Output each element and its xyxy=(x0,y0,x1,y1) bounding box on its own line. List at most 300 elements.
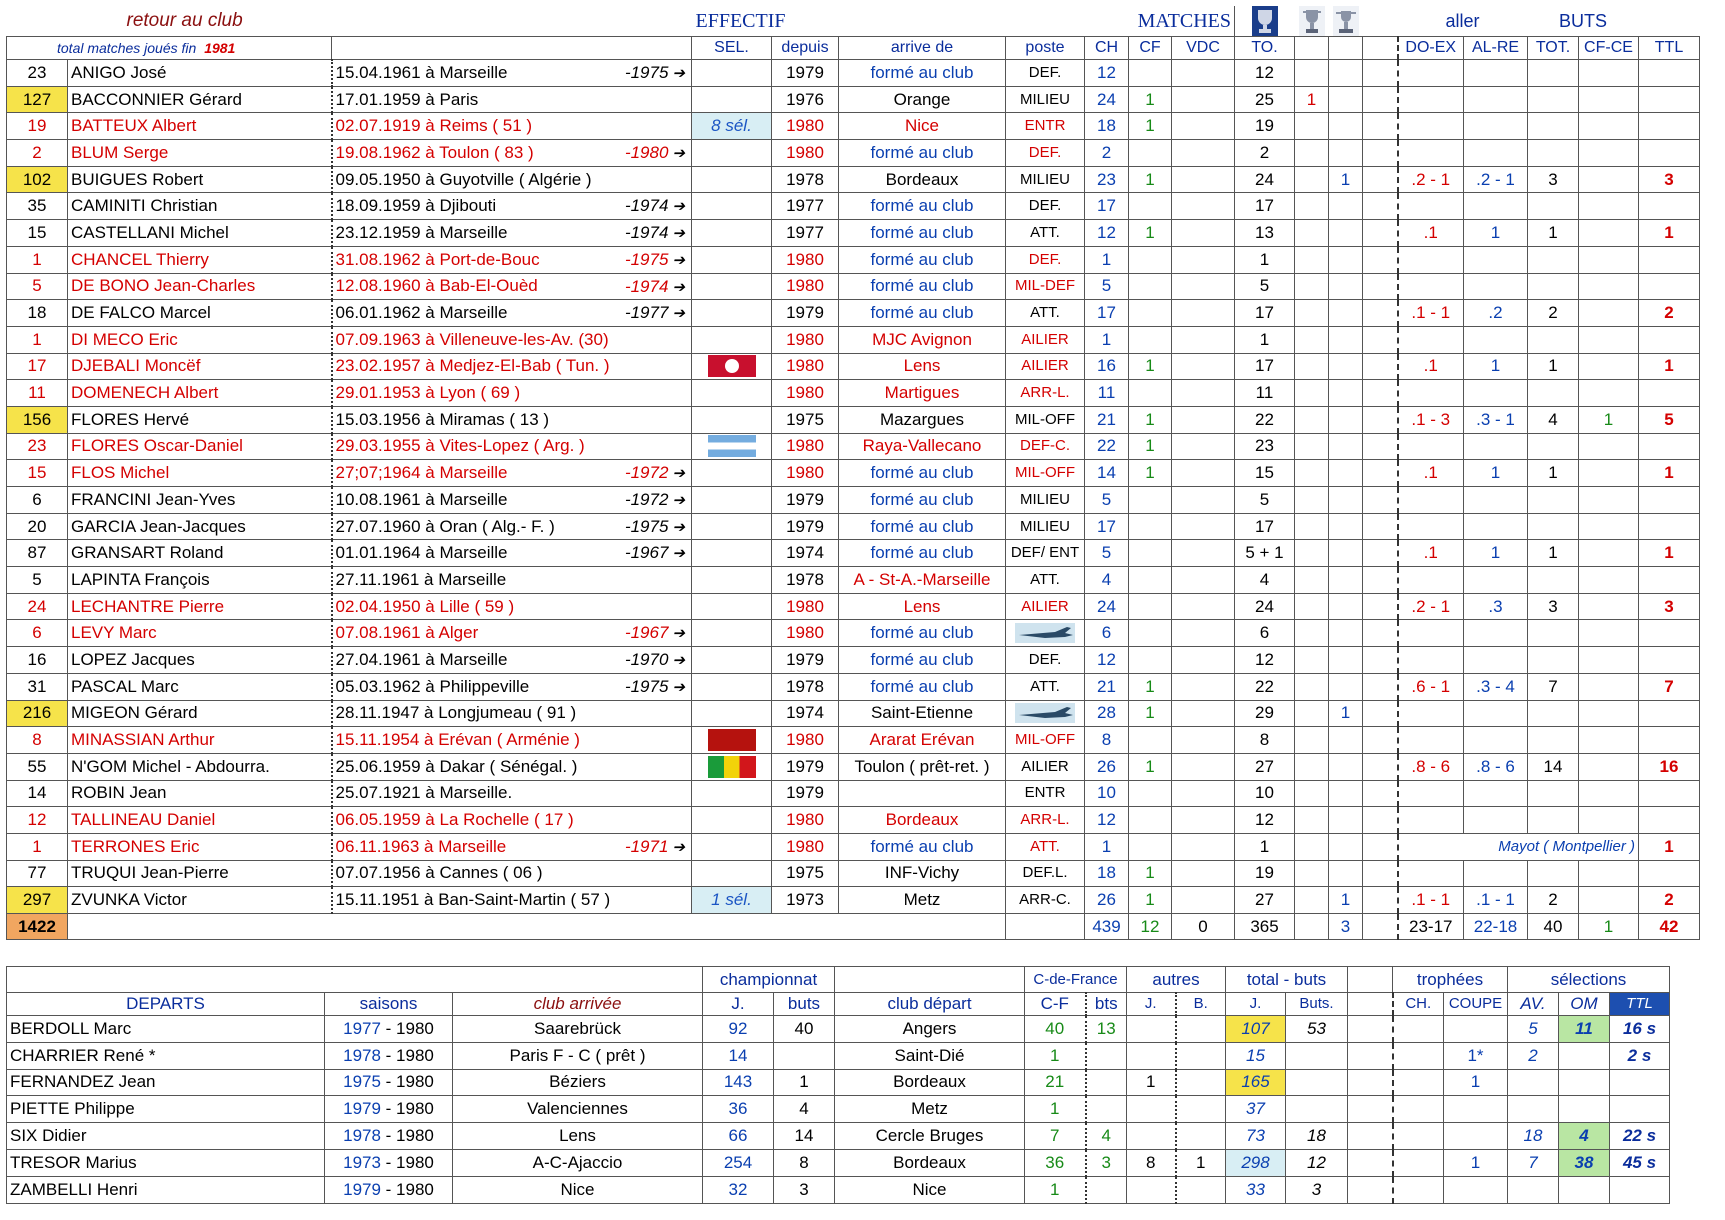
col-sel: SEL. xyxy=(692,37,772,60)
trophy-icon xyxy=(1252,6,1278,36)
since-year: 1980 xyxy=(772,593,839,620)
goals-cf-ce xyxy=(1579,460,1639,487)
goals-al-re: .3 - 1 xyxy=(1464,406,1528,433)
table-row xyxy=(7,833,1700,860)
position: DEF. xyxy=(1006,246,1085,273)
cf-matches: 1 xyxy=(1025,1176,1086,1203)
trophy-3 xyxy=(1363,113,1398,140)
player-name: FLOS Michel xyxy=(68,460,332,487)
arrived-from: Bordeaux xyxy=(839,807,1006,834)
seasons: 1978 - 1980 xyxy=(325,1123,453,1150)
vdc-matches xyxy=(1172,727,1235,754)
goals-ttl: 7 xyxy=(1639,673,1700,700)
goals-al-re xyxy=(1464,647,1528,674)
ch-matches: 21 xyxy=(1085,406,1129,433)
goals-al-re: .1 - 1 xyxy=(1464,887,1528,914)
goals-cf-ce xyxy=(1579,513,1639,540)
cf-goals xyxy=(1086,1069,1127,1096)
group-trophees: trophées xyxy=(1393,967,1508,993)
goals-cf-ce xyxy=(1579,220,1639,247)
to-matches: 13 xyxy=(1235,220,1295,247)
position xyxy=(1006,700,1085,727)
goals-do-ex xyxy=(1398,647,1464,674)
goals-cf-ce xyxy=(1579,487,1639,514)
matches-total: 12 xyxy=(7,807,68,834)
goals-ttl: 16 xyxy=(1639,753,1700,780)
position: AILIER xyxy=(1006,353,1085,380)
goals-tot xyxy=(1528,86,1579,113)
position: DEF-C. xyxy=(1006,433,1085,460)
trophy-1 xyxy=(1295,753,1329,780)
arrow-right-icon: ➔ xyxy=(672,198,685,216)
goals-do-ex: .2 - 1 xyxy=(1398,166,1464,193)
position: MIL-OFF xyxy=(1006,727,1085,754)
table-row xyxy=(7,273,1700,300)
arrived-from: formé au club xyxy=(839,620,1006,647)
goals-ttl xyxy=(1639,140,1700,167)
matches-total: 55 xyxy=(7,753,68,780)
goals-ttl xyxy=(1639,113,1700,140)
birth-info: 07.09.1963 à Villeneuve-les-Av. (30) xyxy=(332,326,692,353)
goals-ttl: 1 xyxy=(1639,833,1700,860)
player-name: FERNANDEZ Jean xyxy=(7,1069,325,1096)
birth-info: 25.07.1921 à Marseille. xyxy=(332,780,692,807)
trophy-2 xyxy=(1329,406,1363,433)
trophy-1 xyxy=(1295,673,1329,700)
since-year: 1979 xyxy=(772,487,839,514)
goals-tot xyxy=(1528,433,1579,460)
cf-goals xyxy=(1086,1042,1127,1069)
goals-ttl xyxy=(1639,487,1700,514)
position: MILIEU xyxy=(1006,166,1085,193)
other-matches xyxy=(1127,1123,1176,1150)
matches-total: 6 xyxy=(7,620,68,647)
trophy-3 xyxy=(1363,567,1398,594)
player-name: TERRONES Eric xyxy=(68,833,332,860)
goals-ttl xyxy=(1639,513,1700,540)
matches-total: 14 xyxy=(7,780,68,807)
col-al-re: AL-RE xyxy=(1464,37,1528,60)
group-championnat: championnat xyxy=(703,967,835,993)
trophy-1 xyxy=(1295,460,1329,487)
goals-do-ex xyxy=(1398,513,1464,540)
arrived-from: formé au club xyxy=(839,513,1006,540)
matches-total: 15 xyxy=(7,220,68,247)
trophy-3 xyxy=(1363,647,1398,674)
trophy-3 xyxy=(1363,300,1398,327)
vdc-matches xyxy=(1172,113,1235,140)
cf-matches: 21 xyxy=(1025,1069,1086,1096)
goals-do-ex xyxy=(1398,193,1464,220)
arrived-from: formé au club xyxy=(839,460,1006,487)
other-matches: 1 xyxy=(1127,1069,1176,1096)
goals-do-ex: .1 xyxy=(1398,220,1464,247)
arrow-right-icon: ➔ xyxy=(672,465,685,483)
total-goals: 53 xyxy=(1286,1016,1348,1043)
goals-al-re xyxy=(1464,193,1528,220)
birth-info: 23.12.1959 à Marseille -1974 ➔ xyxy=(332,220,692,247)
trophy-ch xyxy=(1393,1149,1444,1176)
birth-info: 15.11.1954 à Erévan ( Arménie ) xyxy=(332,727,692,754)
since-year: 1977 xyxy=(772,220,839,247)
goals-do-ex: .1 xyxy=(1398,540,1464,567)
player-name: DE BONO Jean-Charles xyxy=(68,273,332,300)
col-departs: DEPARTS xyxy=(7,993,325,1016)
trophy-2 xyxy=(1329,567,1363,594)
player-name: TRUQUI Jean-Pierre xyxy=(68,860,332,887)
matches-total: 8 xyxy=(7,727,68,754)
seasons: 1975 - 1980 xyxy=(325,1069,453,1096)
goals-do-ex: .1 - 3 xyxy=(1398,406,1464,433)
trophy-1 xyxy=(1295,780,1329,807)
table-row xyxy=(7,326,1700,353)
trophy-2 xyxy=(1329,273,1363,300)
trophy-3 xyxy=(1363,540,1398,567)
goals-ttl xyxy=(1639,700,1700,727)
goals-cf-ce xyxy=(1579,753,1639,780)
trophy-3 xyxy=(1363,246,1398,273)
trophy-1 xyxy=(1295,433,1329,460)
col-cf-ce: CF-CE xyxy=(1579,37,1639,60)
goals-al-re xyxy=(1464,780,1528,807)
selections-ttl: 22 s xyxy=(1610,1123,1670,1150)
birth-info: 10.08.1961 à Marseille -1972 ➔ xyxy=(332,487,692,514)
goals-cf-ce: 1 xyxy=(1579,406,1639,433)
goals-ttl xyxy=(1639,86,1700,113)
birth-info: 31.08.1962 à Port-de-Bouc -1975 ➔ xyxy=(332,246,692,273)
group-cdf: C-de-France xyxy=(1025,967,1127,993)
cf-goals: 4 xyxy=(1086,1123,1127,1150)
goals-tot: 4 xyxy=(1528,406,1579,433)
position xyxy=(1006,620,1085,647)
seasons: 1973 - 1980 xyxy=(325,1149,453,1176)
ch-matches: 12 xyxy=(1085,647,1129,674)
trophy-2 xyxy=(1329,513,1363,540)
arrived-from: formé au club xyxy=(839,220,1006,247)
buts-heading: BUTS xyxy=(1558,11,1607,31)
to-matches: 4 xyxy=(1235,567,1295,594)
goals-tot: 1 xyxy=(1528,353,1579,380)
matches-total: 23 xyxy=(7,433,68,460)
goals-ttl xyxy=(1639,380,1700,407)
youth-year: -1970 ➔ xyxy=(624,650,685,670)
vdc-matches xyxy=(1172,220,1235,247)
to-matches: 19 xyxy=(1235,860,1295,887)
arrow-right-icon: ➔ xyxy=(672,65,685,82)
goals-tot xyxy=(1528,647,1579,674)
ch-matches: 17 xyxy=(1085,513,1129,540)
goals-do-ex: .8 - 6 xyxy=(1398,753,1464,780)
cf-matches: 7 xyxy=(1025,1123,1086,1150)
header-row-2 xyxy=(7,37,1700,60)
table-row xyxy=(7,460,1700,487)
totals-row xyxy=(7,914,1700,940)
trophy-1 xyxy=(1295,887,1329,914)
position: DEF. xyxy=(1006,193,1085,220)
arrow-right-icon: ➔ xyxy=(672,305,685,323)
trophy-3 xyxy=(1363,860,1398,887)
to-matches: 5 + 1 xyxy=(1235,540,1295,567)
player-name: SIX Didier xyxy=(7,1123,325,1150)
cf-matches xyxy=(1129,273,1172,300)
goals-al-re xyxy=(1464,326,1528,353)
position: MIL-DEF xyxy=(1006,273,1085,300)
since-year: 1980 xyxy=(772,273,839,300)
departs-table xyxy=(6,966,1670,1204)
since-year: 1980 xyxy=(772,353,839,380)
trophy-2 xyxy=(1329,220,1363,247)
other-matches xyxy=(1127,1176,1176,1203)
trophy-2 xyxy=(1329,113,1363,140)
goals-ttl xyxy=(1639,567,1700,594)
trophy-3 xyxy=(1363,273,1398,300)
to-matches: 12 xyxy=(1235,647,1295,674)
goals-cf-ce xyxy=(1579,780,1639,807)
to-matches: 6 xyxy=(1235,620,1295,647)
total-cf-ce: 1 xyxy=(1579,914,1639,940)
table-row xyxy=(7,60,1700,87)
other-goals xyxy=(1176,1016,1226,1043)
goals-tot xyxy=(1528,140,1579,167)
total-do-ex: 23-17 xyxy=(1398,914,1464,940)
arrived-from: formé au club xyxy=(839,540,1006,567)
trophy-1 xyxy=(1295,567,1329,594)
matches-total: 1 xyxy=(7,833,68,860)
col-om: OM xyxy=(1559,993,1610,1016)
table-row xyxy=(7,513,1700,540)
goals-ttl xyxy=(1639,246,1700,273)
since-year: 1980 xyxy=(772,246,839,273)
goals-al-re: 1 xyxy=(1464,353,1528,380)
goals-ttl xyxy=(1639,193,1700,220)
other-goals xyxy=(1176,1123,1226,1150)
selections-om: 38 xyxy=(1559,1149,1610,1176)
roster-sheet xyxy=(6,6,1719,1204)
trophy-ch xyxy=(1393,1042,1444,1069)
arrived-from: formé au club xyxy=(839,140,1006,167)
col-do-ex: DO-EX xyxy=(1398,37,1464,60)
total-goals: 3 xyxy=(1286,1176,1348,1203)
vdc-matches xyxy=(1172,86,1235,113)
goals-tot: 2 xyxy=(1528,887,1579,914)
cf-matches: 1 xyxy=(1129,86,1172,113)
birth-info: 15.04.1961 à Marseille -1975 ➔ xyxy=(332,60,692,87)
table-row xyxy=(7,860,1700,887)
total-matches: 33 xyxy=(1226,1176,1286,1203)
goals-cf-ce xyxy=(1579,433,1639,460)
to-matches: 17 xyxy=(1235,353,1295,380)
table-row xyxy=(7,540,1700,567)
since-year: 1979 xyxy=(772,300,839,327)
cf-matches: 1 xyxy=(1025,1096,1086,1123)
cf-matches: 1 xyxy=(1129,353,1172,380)
player-name: N'GOM Michel - Abdourra. xyxy=(68,753,332,780)
col-poste: poste xyxy=(1006,37,1085,60)
goals-al-re xyxy=(1464,140,1528,167)
birth-info: 12.08.1960 à Bab-El-Ouèd -1974 ➔ xyxy=(332,273,692,300)
table-row xyxy=(7,593,1700,620)
cf-matches xyxy=(1129,246,1172,273)
cf-matches: 1 xyxy=(1129,700,1172,727)
cf-matches xyxy=(1129,567,1172,594)
trophy-1 xyxy=(1295,246,1329,273)
arrived-from: formé au club xyxy=(839,673,1006,700)
cf-matches xyxy=(1129,326,1172,353)
matches-total: 216 xyxy=(7,700,68,727)
youth-year: -1975 ➔ xyxy=(624,676,685,696)
player-name: ZVUNKA Victor xyxy=(68,887,332,914)
goals-tot: 14 xyxy=(1528,753,1579,780)
youth-year: -1972 ➔ xyxy=(624,463,685,483)
vdc-matches xyxy=(1172,166,1235,193)
ch-matches: 14 xyxy=(703,1042,774,1069)
position: ATT. xyxy=(1006,220,1085,247)
arrow-right-icon: ➔ xyxy=(672,838,685,856)
goals-cf-ce xyxy=(1579,273,1639,300)
other-goals xyxy=(1176,1042,1226,1069)
goals-cf-ce xyxy=(1579,86,1639,113)
trophy-ch xyxy=(1393,1123,1444,1150)
goals-do-ex xyxy=(1398,326,1464,353)
ch-matches: 21 xyxy=(1085,673,1129,700)
subtitle: total matches joués fin xyxy=(57,40,197,56)
trophy-2 xyxy=(1329,353,1363,380)
arrived-from: formé au club xyxy=(839,647,1006,674)
arrived-from: Nice xyxy=(839,113,1006,140)
table-row xyxy=(7,166,1700,193)
arrived-from: Raya-Vallecano xyxy=(839,433,1006,460)
goals-do-ex xyxy=(1398,60,1464,87)
to-matches: 17 xyxy=(1235,513,1295,540)
to-matches: 11 xyxy=(1235,380,1295,407)
goals-cf-ce xyxy=(1579,593,1639,620)
header-row-1 xyxy=(7,6,1700,37)
country-flag-icon xyxy=(708,355,756,377)
arrived-from: Saint-Etienne xyxy=(839,700,1006,727)
goals-do-ex xyxy=(1398,567,1464,594)
vdc-matches xyxy=(1172,380,1235,407)
note: Mayot ( Montpellier ) xyxy=(1398,833,1639,860)
selection-flag xyxy=(692,753,772,780)
arrived-from: formé au club xyxy=(839,487,1006,514)
cf-matches: 1 xyxy=(1129,166,1172,193)
players-body xyxy=(7,60,1700,940)
arrow-right-icon: ➔ xyxy=(672,652,685,670)
total-to: 365 xyxy=(1235,914,1295,940)
cf-matches xyxy=(1129,593,1172,620)
birth-info: 06.01.1962 à Marseille -1977 ➔ xyxy=(332,300,692,327)
trophy-2 xyxy=(1329,86,1363,113)
goals-do-ex: .1 - 1 xyxy=(1398,887,1464,914)
trophy-2 xyxy=(1329,326,1363,353)
table-row xyxy=(7,673,1700,700)
table-row xyxy=(7,140,1700,167)
goals-al-re xyxy=(1464,273,1528,300)
total-matches: 298 xyxy=(1226,1149,1286,1176)
cf-matches xyxy=(1129,807,1172,834)
goals-do-ex xyxy=(1398,113,1464,140)
goals-ttl xyxy=(1639,326,1700,353)
trophy-1 xyxy=(1295,380,1329,407)
goals-cf-ce xyxy=(1579,887,1639,914)
other-matches: 8 xyxy=(1127,1149,1176,1176)
other-matches xyxy=(1127,1016,1176,1043)
ch-matches: 66 xyxy=(703,1123,774,1150)
goals-cf-ce xyxy=(1579,540,1639,567)
trophy-2 xyxy=(1329,300,1363,327)
season-year: 1981 xyxy=(204,40,236,56)
selection-flag xyxy=(692,433,772,460)
cf-goals xyxy=(1086,1176,1127,1203)
goals-al-re xyxy=(1464,727,1528,754)
arrow-right-icon: ➔ xyxy=(672,625,685,643)
goals-tot: 3 xyxy=(1528,166,1579,193)
table-row xyxy=(7,113,1700,140)
trophy-3 xyxy=(1363,620,1398,647)
youth-year: -1971 ➔ xyxy=(624,836,685,856)
trophy-1 xyxy=(1295,860,1329,887)
selections-om: 11 xyxy=(1559,1016,1610,1043)
goals-ttl: 1 xyxy=(1639,540,1700,567)
matches-total: 35 xyxy=(7,193,68,220)
position: MILIEU xyxy=(1006,513,1085,540)
cf-matches xyxy=(1129,620,1172,647)
trophy-1 xyxy=(1295,273,1329,300)
goals-al-re xyxy=(1464,246,1528,273)
arrived-from: Orange xyxy=(839,86,1006,113)
arrived-from: MJC Avignon xyxy=(839,326,1006,353)
seasons: 1977 - 1980 xyxy=(325,1016,453,1043)
arrived-from: formé au club xyxy=(839,60,1006,87)
trophy-1 xyxy=(1295,220,1329,247)
col-autres-j: J. xyxy=(1127,993,1176,1016)
trophy-2 xyxy=(1329,433,1363,460)
birth-info: 27.11.1961 à Marseille xyxy=(332,567,692,594)
since-year: 1978 xyxy=(772,166,839,193)
goals-al-re xyxy=(1464,567,1528,594)
goals-al-re: .2 - 1 xyxy=(1464,166,1528,193)
birth-info: 02.04.1950 à Lille ( 59 ) xyxy=(332,593,692,620)
vdc-matches xyxy=(1172,807,1235,834)
to-matches: 27 xyxy=(1235,753,1295,780)
goals-tot xyxy=(1528,487,1579,514)
vdc-matches xyxy=(1172,673,1235,700)
goals-do-ex xyxy=(1398,140,1464,167)
goals-tot xyxy=(1528,246,1579,273)
goals-al-re: .3 xyxy=(1464,593,1528,620)
birth-info: 18.09.1959 à Djibouti -1974 ➔ xyxy=(332,193,692,220)
trophy-3 xyxy=(1363,460,1398,487)
goals-cf-ce xyxy=(1579,807,1639,834)
trophy-coupe: 1 xyxy=(1444,1149,1508,1176)
since-year: 1977 xyxy=(772,193,839,220)
goals-ttl xyxy=(1639,433,1700,460)
since-year: 1980 xyxy=(772,807,839,834)
country-flag-icon xyxy=(708,729,756,751)
birth-info: 29.01.1953 à Lyon ( 69 ) xyxy=(332,380,692,407)
col-total-buts: Buts. xyxy=(1286,993,1348,1016)
vdc-matches xyxy=(1172,300,1235,327)
club-arrivee: A-C-Ajaccio xyxy=(453,1149,703,1176)
since-year: 1980 xyxy=(772,326,839,353)
position: ATT. xyxy=(1006,833,1085,860)
goals-cf-ce xyxy=(1579,673,1639,700)
player-name: FLORES Oscar-Daniel xyxy=(68,433,332,460)
club-depart: Cercle Bruges xyxy=(835,1123,1025,1150)
trophy-1 xyxy=(1295,647,1329,674)
goals-ttl: 2 xyxy=(1639,300,1700,327)
trophy-coupe xyxy=(1444,1096,1508,1123)
